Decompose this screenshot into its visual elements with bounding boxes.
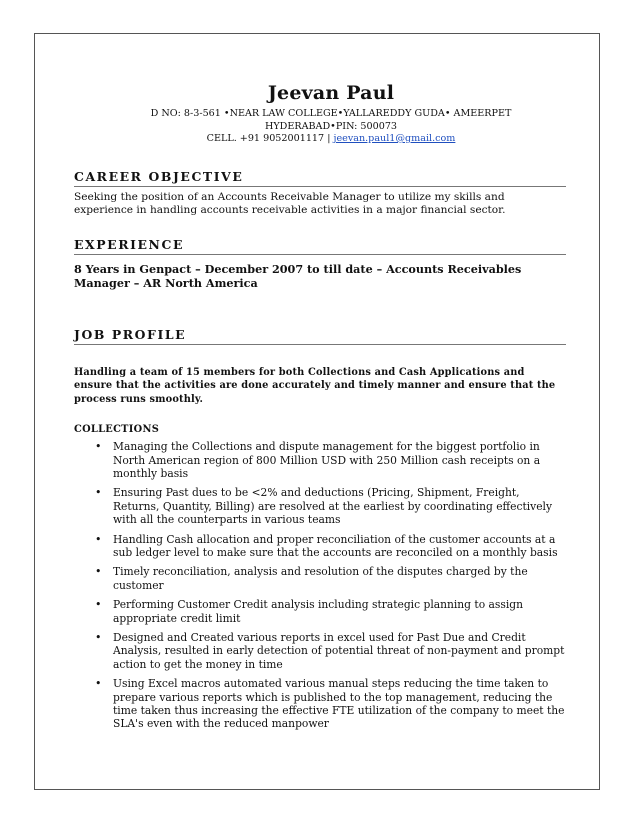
list-item-text: Designed and Created various reports in excel used for Past Due and Credit Analysis, resulted in early detection of potential threat of non-payment and prompt action to get the money in time: [113, 631, 565, 671]
job-profile-lead: Handling a team of 15 members for both Collections and Cash Applications and ensure that the activities are done accurately and timely manner and ensure that the process runs smoothly.: [74, 366, 556, 405]
experience-heading: EXPERIENCE: [74, 237, 566, 255]
career-objective-text: Seeking the position of an Accounts Receivable Manager to utilize my skills and experience in handling accounts receivable activities in a major financial sector.: [74, 190, 506, 216]
bullet-icon: •: [95, 532, 102, 546]
address-line-2: HYDERABAD•PIN: 500073: [264, 120, 398, 132]
list-item: [95, 598, 566, 625]
list-item: [95, 631, 566, 671]
bullet-icon: •: [95, 565, 102, 579]
list-item: [95, 565, 566, 592]
list-item-text: Managing the Collections and dispute management for the biggest portfolio in North American region of 800 Million USD with 250 Million cash receipts on a monthly basis: [113, 440, 541, 480]
bullet-icon: •: [95, 440, 102, 454]
experience-entry: 8 Years in Genpact – December 2007 to till date – Accounts Receivables Manager – AR North America: [74, 261, 522, 291]
list-item: [95, 532, 566, 560]
bullet-icon: •: [95, 598, 102, 612]
career-objective-heading: CAREER OBJECTIVE: [74, 169, 566, 187]
email-link[interactable]: jeevan.paul1@gmail.com: [333, 133, 456, 144]
list-item-text: Ensuring Past dues to be <2% and deductions (Pricing, Shipment, Freight, Returns, Quantity, Billing) are resolved at the earliest by coordinating effectively with all the counterparts in various teams: [113, 486, 552, 527]
job-profile-heading: JOB PROFILE: [74, 327, 566, 345]
collections-bullet-list: [74, 440, 566, 731]
contact-line: [96, 133, 566, 146]
address-block: [96, 108, 566, 146]
list-item-text: Handling Cash allocation and proper reconciliation of the customer accounts at a sub ledger level to make sure that the accounts are reconciled on a monthly basis: [113, 532, 558, 559]
job-profile-section: [74, 327, 566, 731]
resume-content: [74, 82, 566, 737]
bullet-icon: •: [95, 677, 102, 691]
bullet-icon: •: [95, 486, 102, 500]
career-objective-section: [74, 169, 566, 217]
list-item: [95, 440, 566, 480]
collections-subheading: COLLECTIONS: [74, 424, 160, 436]
experience-section: [74, 237, 566, 291]
list-item: [95, 486, 566, 527]
bullet-icon: •: [95, 631, 102, 644]
phone-number: CELL. +91 9052001117: [206, 133, 325, 144]
list-item-text: Timely reconciliation, analysis and resolution of the disputes charged by the customer: [113, 565, 528, 592]
list-item: [95, 677, 566, 731]
contact-separator: |: [324, 133, 334, 144]
candidate-name: Jeevan Paul: [267, 82, 395, 104]
address-line-1: D NO: 8-3-561 •NEAR LAW COLLEGE•YALLAREDDY GUDA• AMEERPET: [150, 108, 512, 119]
list-item-text: Performing Customer Credit analysis including strategic planning to assign appropriate credit limit: [113, 598, 524, 625]
list-item-text: Using Excel macros automated various manual steps reducing the time taken to prepare various reports which is published to the top management, reducing the time taken thus increasing the effective FTE utilization of the company to meet the SLA's even with the reduced manpower: [113, 677, 565, 731]
